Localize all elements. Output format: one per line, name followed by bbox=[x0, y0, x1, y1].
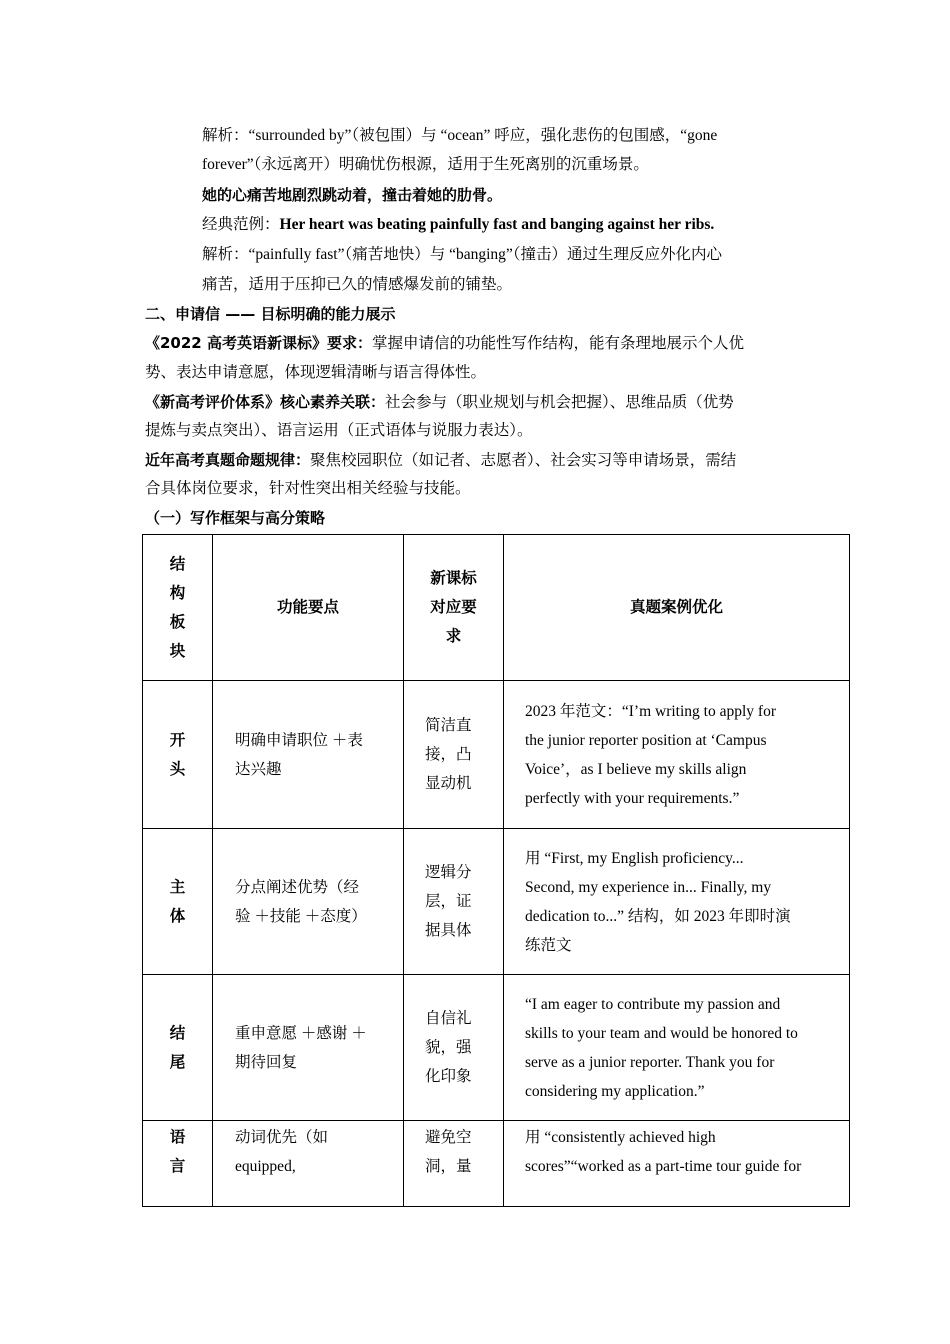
section-title: 二、申请信 —— 目标明确的能力展示 bbox=[145, 305, 396, 323]
trend-line-2: 合具体岗位要求，针对性突出相关经验与技能。 bbox=[145, 480, 471, 497]
framework-table bbox=[142, 534, 850, 1207]
points-cell: 动词优先（如 equipped, bbox=[213, 1121, 404, 1207]
evaluation-line-1 bbox=[145, 392, 734, 413]
analysis-2-line-1: 解析：“painfully fast”（痛苦地快）与 “banging”（撞击）通过生理反应外化内心 bbox=[202, 246, 723, 263]
analysis-1-line-1: 解析：“surrounded by”（被包围）与 “ocean” 呼应，强化悲伤的包围感，“gone bbox=[202, 127, 718, 144]
header-exam-case: 真题案例优化 bbox=[504, 535, 850, 681]
requirement-cell: 避免空 洞，量 bbox=[404, 1121, 504, 1207]
points-cell: 重申意愿 ＋感谢 ＋ 期待回复 bbox=[213, 975, 404, 1121]
requirement-line-2: 势、表达申请意愿，体现逻辑清晰与语言得体性。 bbox=[145, 364, 487, 381]
evaluation-label: 《新高考评价体系》核心素养关联： bbox=[145, 393, 386, 411]
table-row bbox=[143, 681, 850, 829]
points-cell: 明确申请职位 ＋表 达兴趣 bbox=[213, 681, 404, 829]
header-standard-requirement: 新课标 对应要 求 bbox=[404, 535, 504, 681]
subsection-title: （一）写作框架与高分策略 bbox=[145, 509, 326, 527]
example-text: Her heart was beating painfully fast and banging against her ribs. bbox=[279, 216, 715, 233]
example-cell: 用 “First, my English proficiency... Second, my experience in... Finally, my dedication to...” 结构，如 2023 年即时演 练范文 bbox=[504, 829, 850, 975]
analysis-1-line-2: forever”（永远离开）明确忧伤根源，适用于生死离别的沉重场景。 bbox=[202, 156, 649, 173]
requirement-label: 《2022 高考英语新课标》要求： bbox=[145, 334, 372, 352]
block-cell: 结 尾 bbox=[143, 975, 213, 1121]
header-function-points: 功能要点 bbox=[213, 535, 404, 681]
block-cell: 语 言 bbox=[143, 1121, 213, 1207]
requirement-line-1 bbox=[145, 333, 744, 354]
example-cell: “I am eager to contribute my passion and skills to your team and would be honored to serve as a junior reporter. Thank you for considering my application.” bbox=[504, 975, 850, 1121]
requirement-cell: 逻辑分 层，证 据具体 bbox=[404, 829, 504, 975]
evaluation-line-2: 提炼与卖点突出）、语言运用（正式语体与说服力表达）。 bbox=[145, 422, 533, 439]
requirement-cell: 自信礼 貌，强 化印象 bbox=[404, 975, 504, 1121]
block-cell: 开 头 bbox=[143, 681, 213, 829]
trend-text-1: 聚焦校园职位（如记者、志愿者）、社会实习等申请场景，需结 bbox=[310, 452, 737, 469]
points-cell: 分点阐述优势（经 验 ＋技能 ＋态度） bbox=[213, 829, 404, 975]
requirement-cell: 简洁直 接，凸 显动机 bbox=[404, 681, 504, 829]
block-cell: 主 体 bbox=[143, 829, 213, 975]
evaluation-text-1: 社会参与（职业规划与机会把握）、思维品质（优势 bbox=[385, 394, 734, 411]
table-header-row bbox=[143, 535, 850, 681]
table-row bbox=[143, 1121, 850, 1207]
classic-example bbox=[202, 215, 714, 235]
requirement-text-1: 掌握申请信的功能性写作结构，能有条理地展示个人优 bbox=[371, 335, 744, 352]
example-cell: 2023 年范文：“I’m writing to apply for the junior reporter position at ‘Campus Voice’，as I believe my skills align perfectly with your requirements.” bbox=[504, 681, 850, 829]
example-label: 经典范例： bbox=[202, 216, 280, 233]
table-row bbox=[143, 975, 850, 1121]
trend-line-1 bbox=[145, 450, 736, 471]
phrase-heading: 她的心痛苦地剧烈跳动着，撞击着她的肋骨。 bbox=[202, 186, 503, 204]
example-cell: 用 “consistently achieved high scores”“worked as a part-time tour guide for bbox=[504, 1121, 850, 1207]
trend-label: 近年高考真题命题规律： bbox=[145, 451, 311, 469]
analysis-2-line-2: 痛苦，适用于压抑已久的情感爆发前的铺垫。 bbox=[202, 276, 513, 293]
table-row bbox=[143, 829, 850, 975]
header-structure-block: 结 构 板 块 bbox=[143, 535, 213, 681]
